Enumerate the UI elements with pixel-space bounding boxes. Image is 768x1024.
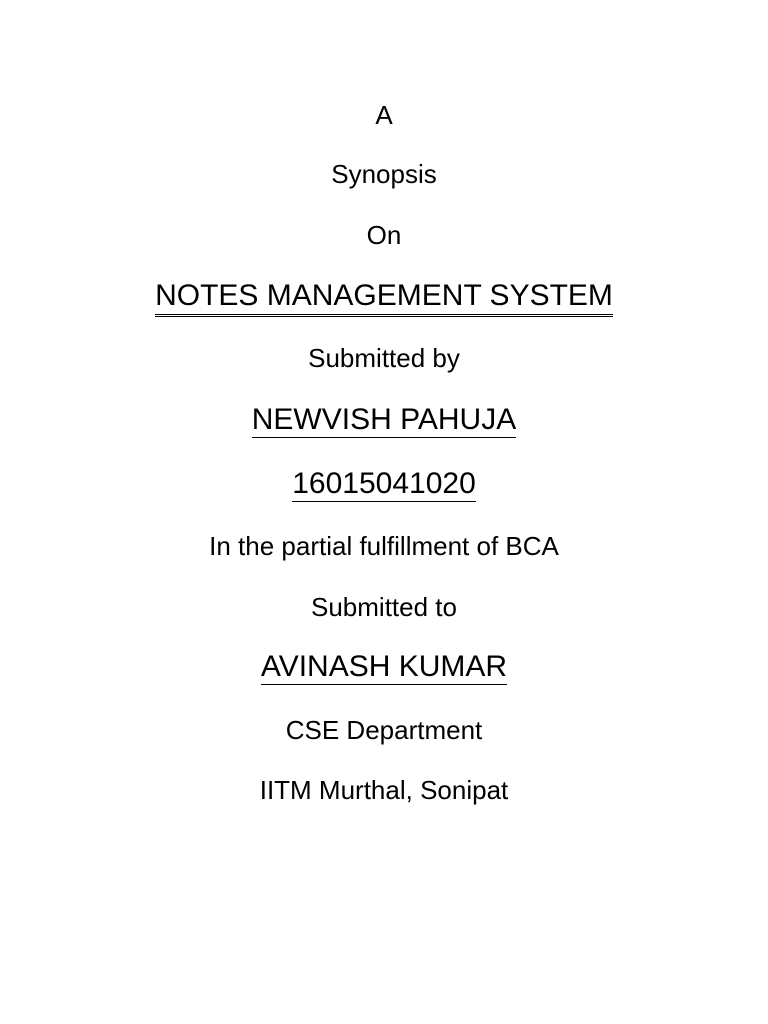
supervisor-name-line	[0, 652, 768, 685]
student-name: NEWVISH PAHUJA	[251, 403, 517, 436]
department-line	[0, 717, 768, 743]
institute-text: IITM Murthal, Sonipat	[259, 775, 509, 805]
department-text: CSE Department	[285, 715, 483, 745]
submitted-to-line	[0, 594, 768, 620]
line-synopsis	[0, 161, 768, 187]
on-text: On	[366, 220, 402, 250]
roll-number-line	[0, 469, 768, 502]
submitted-by-label: Submitted by	[308, 343, 460, 373]
line-a	[0, 102, 768, 128]
project-title-line	[0, 281, 768, 317]
line-a-text: A	[375, 100, 393, 130]
supervisor-name: AVINASH KUMAR	[260, 650, 508, 683]
project-title: NOTES MANAGEMENT SYSTEM	[155, 281, 613, 317]
institute-line	[0, 777, 768, 803]
student-name-line	[0, 405, 768, 438]
submitted-to-label: Submitted to	[311, 592, 457, 622]
fulfillment-line	[0, 533, 768, 559]
fulfillment-text: In the partial fulfillment of BCA	[209, 531, 559, 561]
synopsis-text: Synopsis	[331, 159, 437, 189]
submitted-by-line	[0, 345, 768, 371]
line-on	[0, 222, 768, 248]
roll-number: 16015041020	[292, 467, 476, 500]
